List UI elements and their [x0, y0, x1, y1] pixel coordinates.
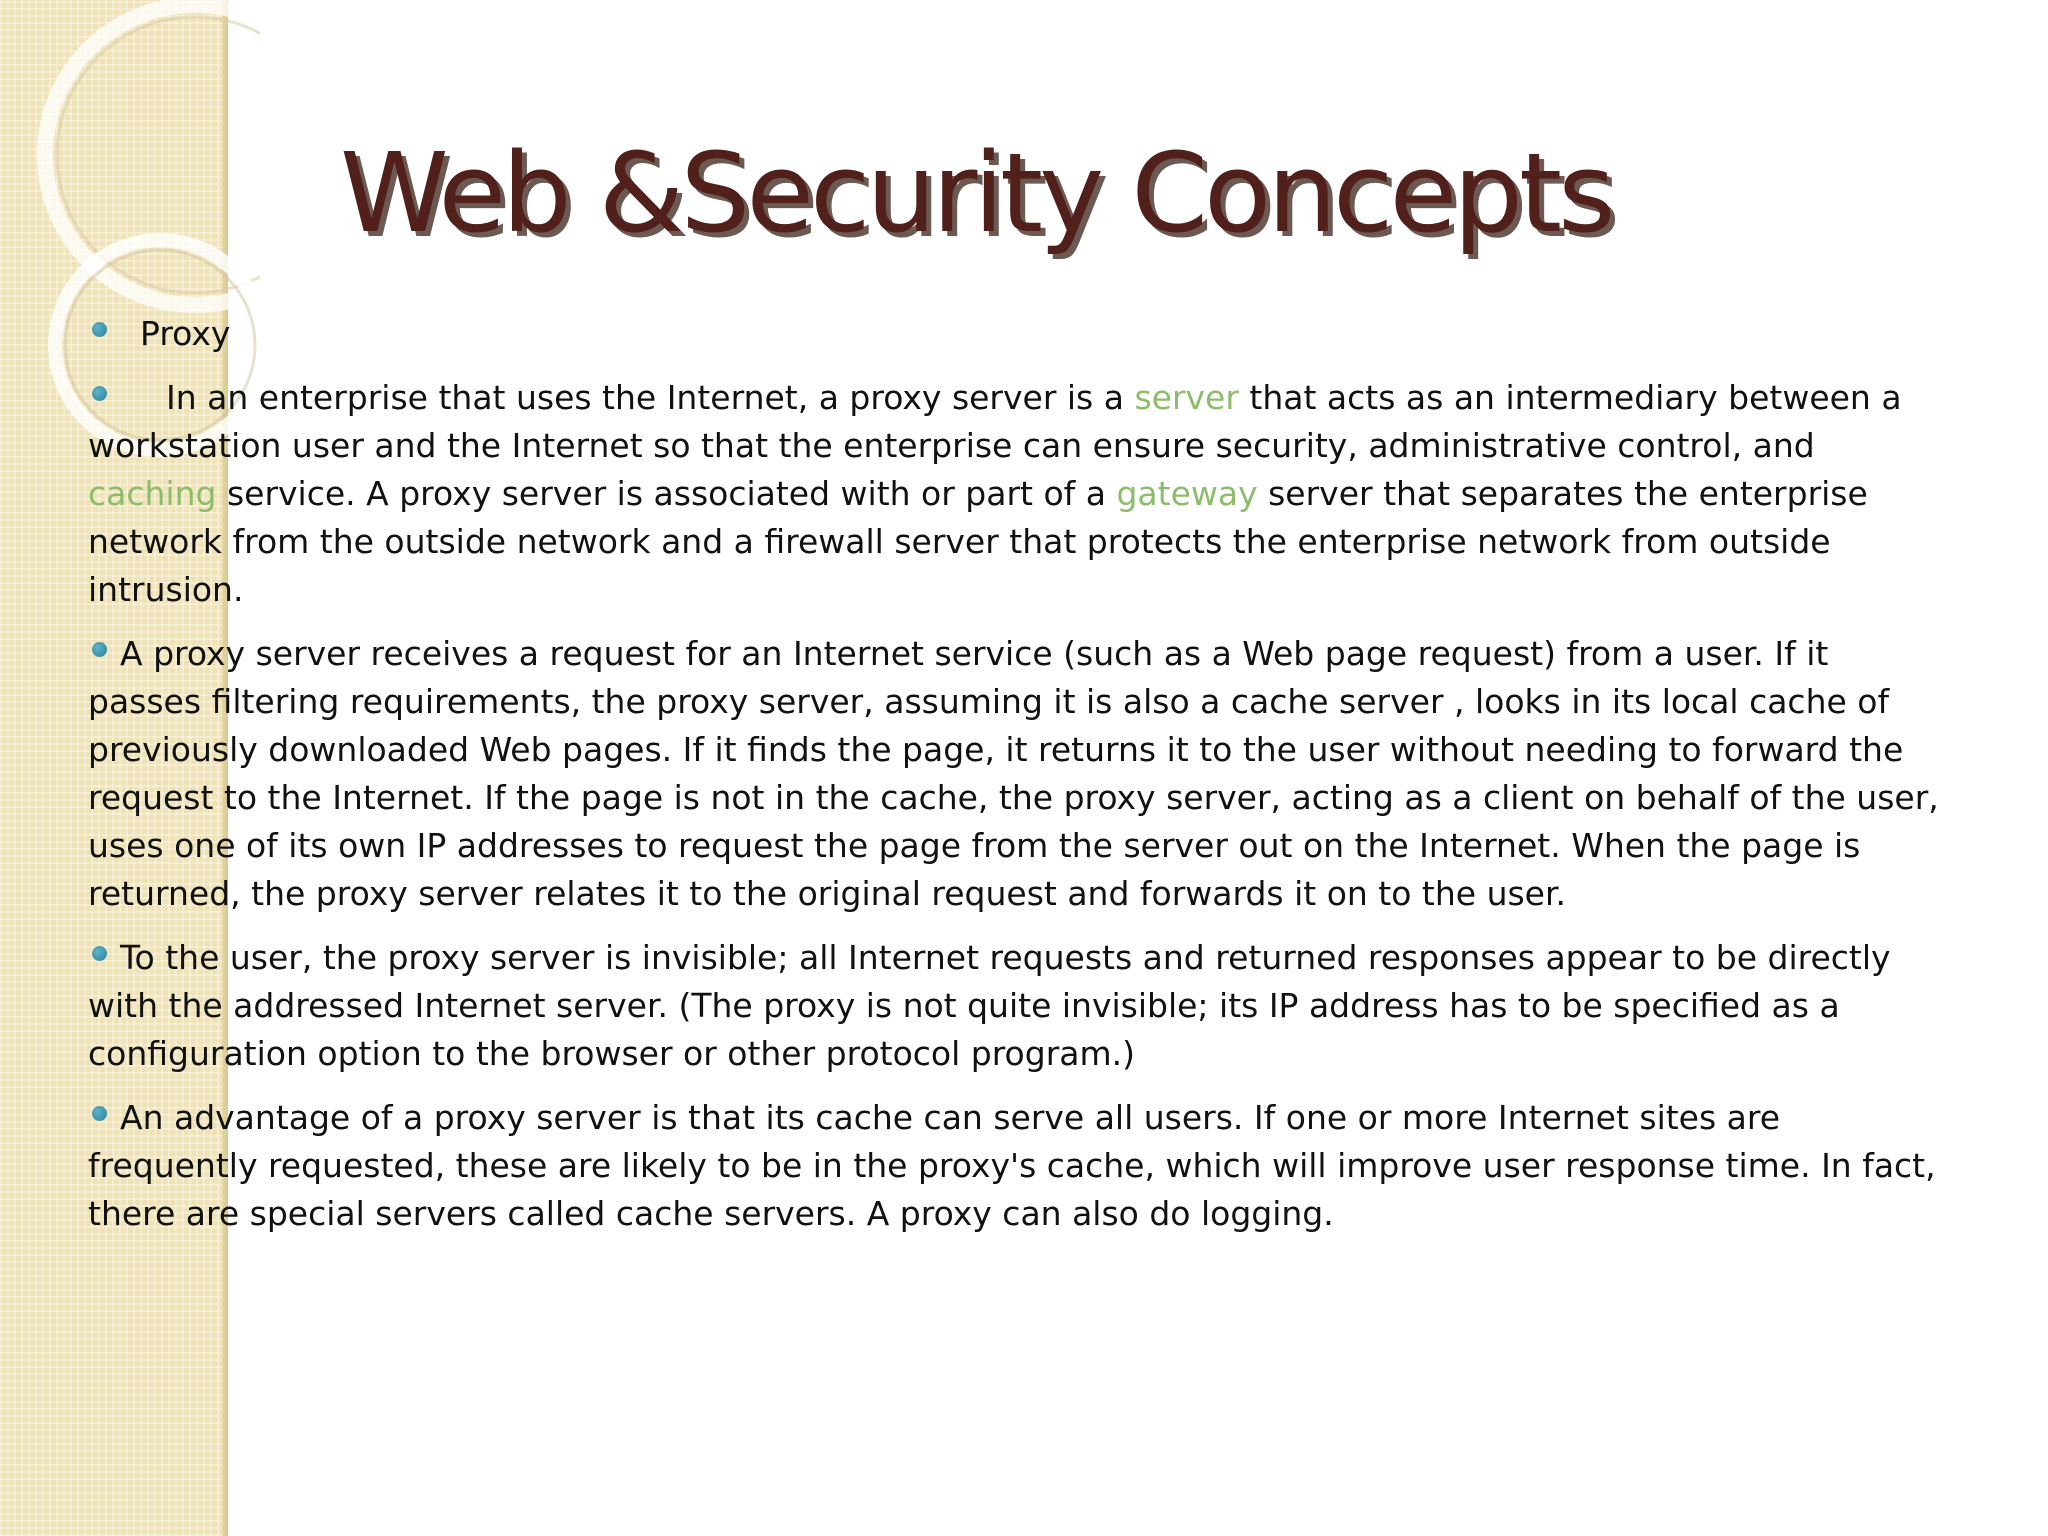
- bullet-text-part: service. A proxy server is associated with or part of a: [216, 474, 1117, 513]
- bullet-dot-icon: [92, 1106, 107, 1121]
- bullet-text: Proxy: [140, 314, 231, 353]
- bullet-text-part: server that separates the enterprise network from the outside network and a firewall server that protects the enterprise network from outside intrusion.: [88, 474, 1868, 609]
- bullet-dot-icon: [92, 946, 107, 961]
- bullet-list: [88, 310, 1948, 1254]
- bullet-item-proxy: [88, 310, 1948, 358]
- bullet-item-invisible-proxy: [88, 934, 1948, 1078]
- bullet-item-cache-advantage: [88, 1094, 1948, 1238]
- bullet-dot-icon: [92, 322, 107, 337]
- slide-title: Web &Security Concepts: [340, 129, 1612, 257]
- caching-link[interactable]: caching: [88, 474, 217, 513]
- bullet-dot-icon: [92, 386, 107, 401]
- bullet-text: To the user, the proxy server is invisible; all Internet requests and returned responses appear to be directly with the addressed Internet server. (The proxy is not quite invisible; its IP address has to be specified as a configuration option to the browser or other protocol program.): [88, 938, 1891, 1073]
- bullet-dot-icon: [92, 642, 107, 657]
- bullet-item-request-flow: [88, 630, 1948, 918]
- bullet-text-part: that acts as an intermediary between a workstation user and the Internet so that the enterprise can ensure security, administrative control, and: [88, 378, 1902, 465]
- bullet-text-part: In an enterprise that uses the Internet, a proxy server is a: [166, 378, 1135, 417]
- bullet-text: An advantage of a proxy server is that its cache can serve all users. If one or more Internet sites are frequently requested, these are likely to be in the proxy's cache, which will improve user response time. In fact, there are special servers called cache servers. A proxy can also do logging.: [88, 1098, 1936, 1233]
- bullet-text: A proxy server receives a request for an Internet service (such as a Web page request) from a user. If it passes filtering requirements, the proxy server, assuming it is also a cache server , looks in its local cache of previously downloaded Web pages. If it finds the page, it returns it to the user without needing to forward the request to the Internet. If the page is not in the cache, the proxy server, acting as a client on behalf of the user, uses one of its own IP addresses to request the page from the server out on the Internet. When the page is returned, the proxy server relates it to the original request and forwards it on to the user.: [88, 634, 1939, 913]
- server-link[interactable]: server: [1134, 378, 1239, 417]
- gateway-link[interactable]: gateway: [1116, 474, 1258, 513]
- bullet-item-proxy-definition: [88, 374, 1948, 614]
